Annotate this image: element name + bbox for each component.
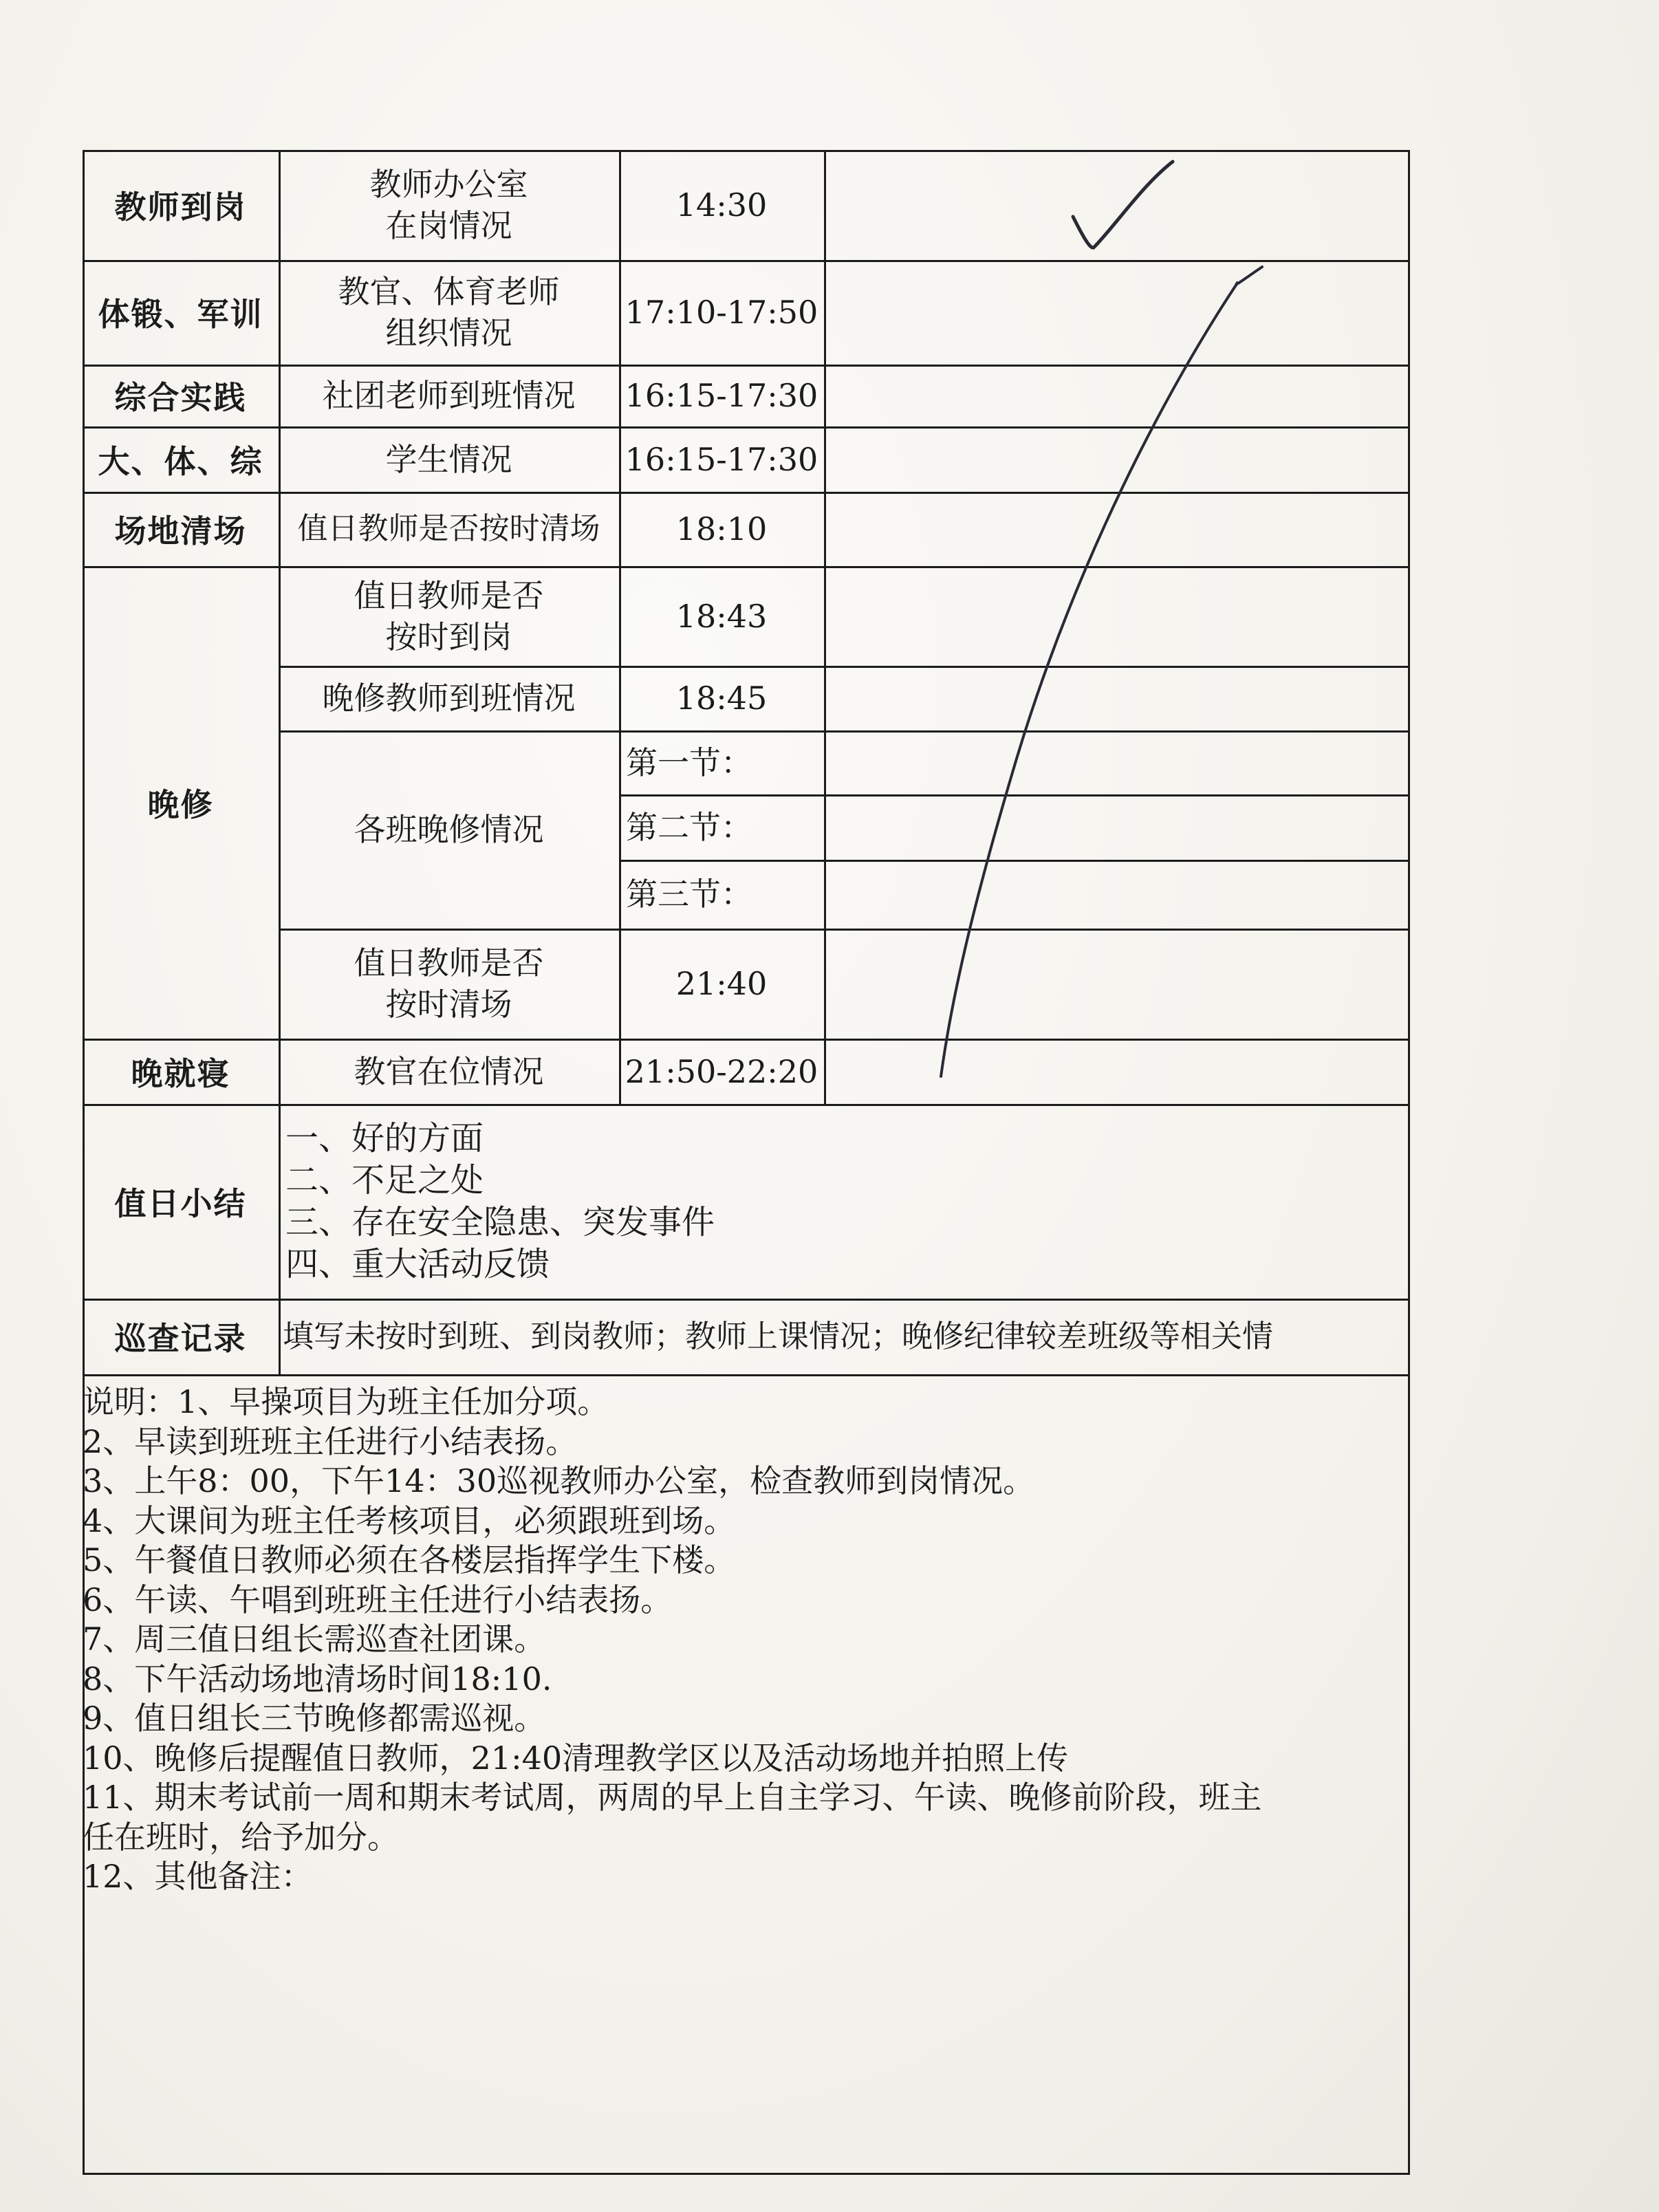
- item-label-line: 按时清场: [385, 986, 512, 1023]
- note-line: 3、上午8：00，下午14：30巡视教师办公室，检查教师到岗情况。: [83, 1462, 1035, 1499]
- period-label: 第二节：: [626, 808, 752, 846]
- item-label-line: 组织情况: [385, 314, 512, 351]
- item-label-line: 各班晚修情况: [354, 811, 544, 848]
- item-label-line: 值日教师是否: [354, 576, 544, 614]
- summary-line: 四、重大活动反馈: [285, 1244, 550, 1283]
- item-label-line: 晚修教师到班情况: [322, 680, 576, 717]
- time-label: 14:30: [675, 186, 768, 224]
- item-label-line: 值日教师是否按时清场: [297, 511, 600, 546]
- category-label: 值日小结: [114, 1184, 247, 1222]
- note-line: 11、期末考试前一周和期末考试周，两周的早上自主学习、午读、晚修前阶段，班主: [83, 1779, 1262, 1816]
- time-label: 18:10: [675, 510, 768, 547]
- item-label-line: 教官、体育老师: [338, 273, 560, 310]
- note-line: 6、午读、午唱到班班主任进行小结表扬。: [83, 1581, 673, 1618]
- item-label-line: 学生情况: [385, 440, 512, 478]
- note-line: 9、值日组长三节晚修都需巡视。: [83, 1700, 546, 1737]
- item-label-line: 按时到岗: [385, 618, 512, 655]
- note-line: 任在班时，给予加分。: [83, 1818, 399, 1856]
- item-label-line: 教师办公室: [369, 166, 528, 203]
- summary-line: 一、好的方面: [285, 1118, 484, 1158]
- item-label-line: 值日教师是否: [354, 944, 544, 982]
- category-label: 场地清场: [114, 512, 247, 550]
- note-line: 5、午餐值日教师必须在各楼层指挥学生下楼。: [83, 1541, 736, 1579]
- category-label: 巡查记录: [114, 1320, 247, 1357]
- period-label: 第三节：: [626, 876, 752, 913]
- period-label: 第一节：: [626, 744, 752, 781]
- item-label-line: 教官在位情况: [354, 1052, 544, 1090]
- note-line: 10、晚修后提醒值日教师，21:40清理教学区以及活动场地并拍照上传: [83, 1739, 1069, 1777]
- item-label-line: 社团老师到班情况: [322, 377, 576, 414]
- time-label: 18:43: [675, 597, 768, 635]
- summary-line: 二、不足之处: [285, 1160, 484, 1200]
- note-line: 说明：1、早操项目为班主任加分项。: [83, 1383, 609, 1420]
- time-label: 18:45: [675, 680, 768, 717]
- category-label: 综合实践: [114, 379, 247, 416]
- category-label: 教师到岗: [114, 188, 247, 226]
- category-label: 晚修: [147, 785, 214, 823]
- time-label: 21:40: [675, 965, 768, 1002]
- category-label: 体锻、军训: [98, 296, 263, 333]
- time-label: 16:15-17:30: [625, 377, 818, 414]
- note-line: 4、大课间为班主任考核项目，必须跟班到场。: [83, 1501, 736, 1539]
- summary-line: 三、存在安全隐患、突发事件: [285, 1202, 715, 1241]
- note-line: 2、早读到班班主任进行小结表扬。: [83, 1422, 578, 1460]
- note-line: 12、其他备注：: [83, 1858, 313, 1895]
- diagonal-slash-mark: [941, 267, 1262, 1076]
- category-label: 晚就寝: [131, 1054, 230, 1092]
- patrol-text: 填写未按时到班、到岗教师；教师上课情况；晚修纪律较差班级等相关情: [283, 1318, 1274, 1354]
- checkmark-icon: [1073, 162, 1173, 248]
- time-label: 21:50-22:20: [625, 1052, 818, 1090]
- item-label-line: 在岗情况: [385, 207, 512, 244]
- note-line: 7、周三值日组长需巡查社团课。: [83, 1620, 546, 1658]
- time-label: 16:15-17:30: [625, 440, 818, 478]
- category-label: 大、体、综: [98, 442, 263, 480]
- note-line: 8、下午活动场地清场时间18:10.: [83, 1660, 552, 1698]
- time-label: 17:10-17:50: [625, 294, 818, 331]
